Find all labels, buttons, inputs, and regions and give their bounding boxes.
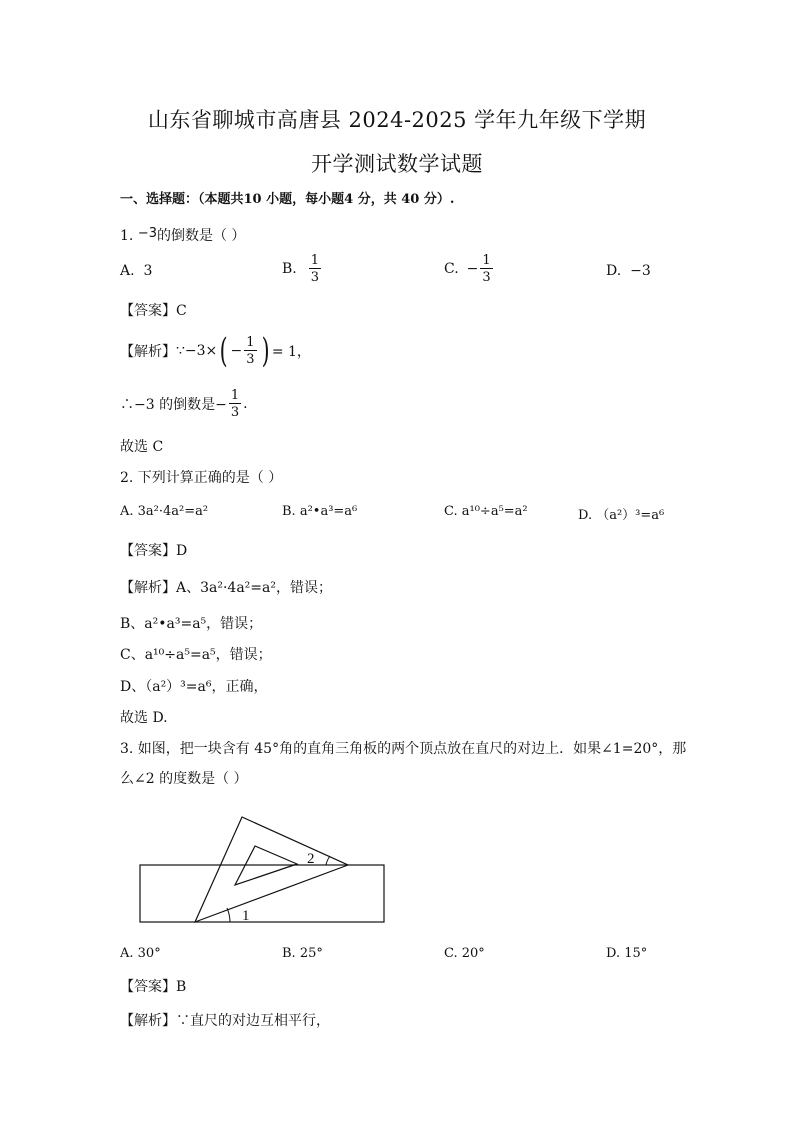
option-label: A. <box>120 263 135 279</box>
fraction-numerator: 1 <box>482 253 491 268</box>
question-1-therefore <box>120 389 248 419</box>
question-3-answer: 【答案】B <box>120 979 187 995</box>
question-operand: −3 <box>137 226 157 241</box>
question-3-stem-line1: 3. 如图，把一块含有 45°角的直角三角板的两个顶点放在直尺的对边上．如果∠1=20°，那 <box>120 741 687 757</box>
question-1-answer: 【答案】C <box>120 303 187 319</box>
question-1-option-d <box>606 263 651 279</box>
question-2-analysis-c: C、a¹⁰÷a⁵=a⁵，错误； <box>120 647 272 663</box>
analysis-label: 【解析】 <box>120 580 176 596</box>
question-1-select: 故选 C <box>120 439 164 455</box>
analysis-result: = 1， <box>271 344 311 360</box>
triangle-outer-shape <box>195 817 348 922</box>
question-3-option-a: A. 30° <box>120 946 161 961</box>
option-label: B. <box>282 261 297 277</box>
option-value: 3 <box>143 263 153 279</box>
question-1-stem <box>120 225 245 245</box>
question-number: 1. <box>120 228 134 244</box>
therefore-period: . <box>243 396 248 412</box>
question-2-option-b: B. a²•a³=a⁶ <box>282 504 358 519</box>
angle-2-arc <box>326 856 330 865</box>
right-paren: ) <box>261 331 270 371</box>
analysis-expression: ∵−3× <box>176 343 218 359</box>
analysis-line-a: A、3a²·4a²=a²，错误； <box>176 580 332 596</box>
question-1-option-a <box>120 263 152 279</box>
question-2-option-d: D. （a²）³=a⁶ <box>578 508 665 523</box>
question-3-analysis: 【解析】∵直尺的对边互相平行， <box>120 1013 330 1029</box>
question-1-analysis <box>120 331 311 371</box>
question-1-option-b <box>282 254 323 284</box>
fraction-numerator: 1 <box>246 335 255 350</box>
fraction-numerator: 1 <box>310 253 320 268</box>
option-value: −3 <box>630 263 651 279</box>
question-2-option-c: C. a¹⁰÷a⁵=a² <box>444 504 528 519</box>
question-3-option-d: D. 15° <box>606 946 648 961</box>
analysis-sign: − <box>230 343 243 359</box>
question-2-option-a: A. 3a²·4a²=a² <box>120 504 209 519</box>
fraction-denominator: 3 <box>482 270 491 285</box>
ruler-shape <box>140 865 384 922</box>
question-2-analysis-d: D、（a²）³=a⁶，正确， <box>120 679 268 695</box>
question-1-option-c <box>444 254 495 284</box>
fraction <box>244 336 256 366</box>
fraction-denominator: 3 <box>310 270 320 285</box>
page-title-line1: 山东省聊城市高唐县 2024-2025 学年九年级下学期 <box>147 108 647 132</box>
question-2-select: 故选 D. <box>120 710 168 726</box>
question-2-analysis-a <box>120 577 332 597</box>
angle-2-label: 2 <box>307 851 315 867</box>
question-3-option-b: B. 25° <box>282 946 323 961</box>
page-title-line2: 开学测试数学试题 <box>311 152 483 176</box>
option-sign: − <box>466 261 479 277</box>
analysis-label: 【解析】 <box>120 344 176 360</box>
question-2-stem: 2. 下列计算正确的是（ ） <box>120 470 283 486</box>
option-label: C. <box>444 261 459 277</box>
question-2-analysis-b: B、a²•a³=a⁵，错误； <box>120 616 263 632</box>
therefore-text: ∴−3 的倒数是− <box>120 397 227 413</box>
fraction-denominator: 3 <box>246 352 255 367</box>
ruler-triangle-figure <box>130 810 400 930</box>
section-header-choice: 一、选择题：（本题共10 小题，每小题4 分，共 40 分）. <box>120 192 455 207</box>
fraction <box>480 254 492 284</box>
question-3-option-c: C. 20° <box>444 946 485 961</box>
question-2-answer: 【答案】D <box>120 543 188 559</box>
fraction-denominator: 3 <box>230 405 240 420</box>
option-label: D. <box>606 263 622 279</box>
angle-1-label: 1 <box>242 908 250 924</box>
question-text: 的倒数是（ ） <box>156 228 246 244</box>
question-3-stem-line2: 么∠2 的度数是（ ） <box>120 771 248 787</box>
fraction-numerator: 1 <box>230 388 240 403</box>
fraction <box>229 389 241 419</box>
fraction <box>309 254 321 284</box>
left-paren: ( <box>219 331 228 371</box>
